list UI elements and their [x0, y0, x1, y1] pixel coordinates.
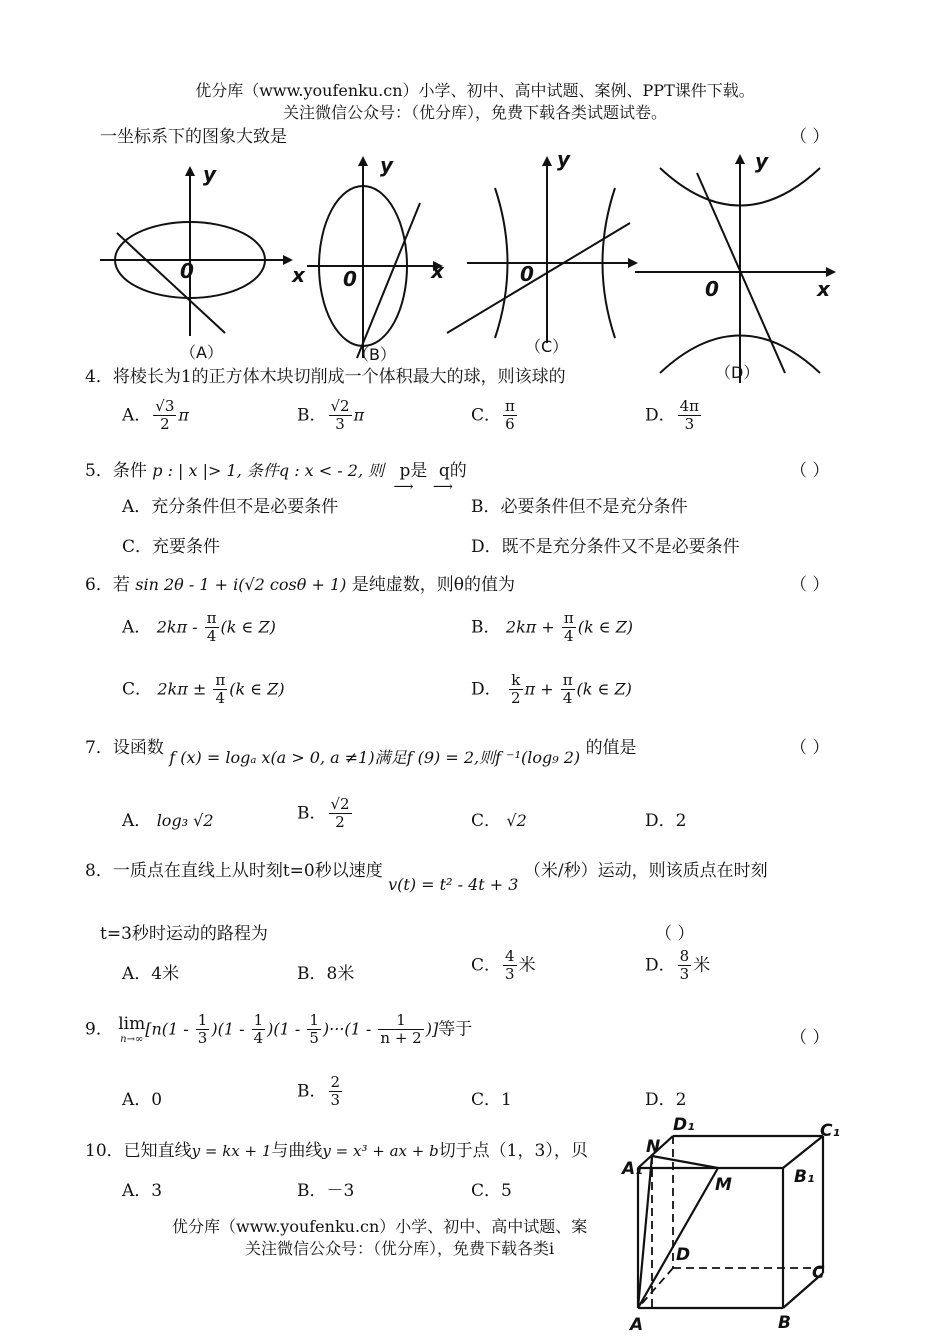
answer-blank: （ ）: [790, 461, 830, 481]
answer-blank: （ ）: [790, 127, 830, 147]
q8-option-b[interactable]: B．8米: [297, 964, 355, 984]
graph-b-label: （B）: [353, 345, 396, 364]
q3-graphs-figure: [95, 148, 840, 384]
graph-a-y-label: y: [203, 162, 217, 186]
graph-d-origin: 0: [705, 277, 719, 301]
answer-blank: （ ）: [790, 738, 830, 758]
q6-expression: sin 2θ - 1 + i(√2 cosθ + 1): [135, 575, 347, 594]
q5-option-b[interactable]: B．必要条件但不是充分条件: [471, 497, 688, 517]
cube-figure: [618, 1108, 850, 1340]
fraction: $\frac{\pi}{6}$: [505, 397, 515, 434]
q7-expression: f (x) = logₐ x(a > 0, a ≠1)满足f (9) = 2,则f ⁻¹(log₉ 2): [169, 748, 581, 767]
q5-option-c[interactable]: C．充要条件: [122, 537, 221, 557]
graph-d: [635, 158, 833, 383]
q7-option-a[interactable]: A． log₃ √2: [122, 811, 214, 831]
answer-blank: （ ）: [790, 1028, 830, 1048]
q8-option-c[interactable]: C． $\frac{4}{3}$ 米: [471, 947, 536, 984]
cube-label-b1: B₁: [794, 1167, 815, 1187]
cube-label-a: A: [630, 1315, 644, 1335]
q9-limit: lim n→∞: [118, 1013, 146, 1045]
graph-a-label: （A）: [180, 343, 223, 362]
q6-option-c[interactable]: C． 2kπ ± $\frac{\pi}{4}$ (k ∈ Z): [122, 671, 285, 708]
q8-expression: v(t) = t² - 4t + 3: [388, 875, 519, 894]
q4-option-a[interactable]: A． $\frac{√3}{2}$ π: [122, 397, 189, 434]
graph-d-y-label: y: [755, 149, 769, 173]
q9-option-d[interactable]: D．2: [645, 1090, 687, 1110]
q10-stem: 10．已知直线y = kx + 1与曲线y = x³ + ax + b切于点（1，3），贝: [85, 1141, 588, 1161]
q7-option-d[interactable]: D．2: [645, 811, 687, 831]
q9-stem: 9． lim n→∞ [n(1 - $\frac{1}{3}$ )(1 - $\frac{1}{4}$ )(1 - $\frac{1}{5}$ )···(1 - $\frac{1}{n + 2}$ )]等于: [85, 1011, 473, 1048]
q6-option-d[interactable]: D． $\frac{k}{2}$ π + $\frac{\pi}{4}$ (k ∈ Z): [471, 671, 632, 708]
cube-label-c1: C₁: [820, 1121, 840, 1141]
q10-option-a[interactable]: A．3: [122, 1181, 163, 1201]
q6-stem: 6．若 sin 2θ - 1 + i(√2 cosθ + 1) 是纯虚数，则θ的值为: [85, 575, 516, 595]
graph-a-origin: 0: [180, 259, 194, 283]
q4-option-c[interactable]: [471, 398, 519, 434]
cube-label-d: D: [676, 1245, 691, 1265]
q5-q: q ⟶: [432, 461, 453, 495]
q9-option-b[interactable]: B． $\frac{2}{3}$: [297, 1073, 341, 1110]
graph-b-origin: 0: [343, 267, 357, 291]
q5-condition: p : | x |> 1, 条件q : x < - 2, 则: [152, 461, 385, 480]
fraction: $\frac{4\pi}{3}$: [679, 397, 700, 434]
option-letter: A．: [122, 405, 152, 426]
q6-option-b[interactable]: B． 2kπ + $\frac{\pi}{4}$ (k ∈ Z): [471, 609, 634, 646]
q3-text: 一坐标系下的图象大致是: [100, 127, 287, 147]
graph-d-x-label: x: [817, 277, 830, 301]
option-letter: C．: [471, 405, 502, 426]
graph-b-y-label: y: [380, 153, 394, 177]
graph-a-x-label: x: [292, 263, 305, 287]
footer-line-2: 关注微信公众号：（优分库），免费下载各类i: [245, 1239, 555, 1258]
option-letter: D．: [645, 405, 676, 426]
graph-a: [100, 170, 290, 336]
graph-d-label: （D）: [715, 363, 760, 382]
q4-option-b[interactable]: B． $\frac{√2}{3}$ π: [297, 397, 365, 434]
q6-option-a[interactable]: A． 2kπ - $\frac{\pi}{4}$ (k ∈ Z): [122, 609, 276, 646]
q10-option-c[interactable]: C．5: [471, 1181, 512, 1201]
cube-label-a1: A₁: [622, 1159, 643, 1179]
q7-stem: 7．设函数 f (x) = logₐ x(a > 0, a ≠1)满足f (9) = 2,则f ⁻¹(log₉ 2) 的值是: [85, 738, 637, 767]
q4-text: 4．将棱长为1的正方体木块切削成一个体积最大的球，则该球的: [85, 367, 566, 387]
graph-c: [447, 160, 635, 343]
q9-option-c[interactable]: C．1: [471, 1090, 512, 1110]
q5-option-d[interactable]: D．既不是充分条件又不是必要条件: [471, 537, 740, 557]
header-line-2: 关注微信公众号：（优分库），免费下载各类试题试卷。: [282, 103, 667, 122]
graph-c-origin: 0: [520, 262, 534, 286]
fraction: $\frac{√3}{2}$: [155, 397, 175, 434]
q7-option-b[interactable]: B． $\frac{√2}{2}$: [297, 795, 350, 832]
footer-line-1: 优分库（www.youfenku.cn）小学、初中、高中试题、案: [172, 1217, 588, 1236]
header-line-1: 优分库（www.youfenku.cn）小学、初中、高中试题、案例、PPT课件下载。: [195, 81, 755, 100]
graph-c-y-label: y: [557, 148, 571, 171]
q8-line2: t=3秒时运动的路程为: [100, 924, 268, 944]
q8-stem: 8．一质点在直线上从时刻t=0秒以速度 v(t) = t² - 4t + 3 （米/秒）运动，则该质点在时刻: [85, 861, 768, 894]
fraction: $\frac{√2}{3}$: [330, 397, 350, 434]
q5-stem: 5．条件 p : | x |> 1, 条件q : x < - 2, 则 p ⟶ 是 q ⟶ 的: [85, 461, 467, 495]
q9-option-a[interactable]: A．0: [122, 1090, 163, 1110]
q5-option-a[interactable]: A．充分条件但不是必要条件: [122, 497, 339, 517]
answer-blank: （ ）: [655, 924, 695, 944]
q4-option-d[interactable]: [645, 398, 703, 434]
graph-b: [307, 160, 440, 358]
cube-label-c: C: [812, 1263, 825, 1283]
q7-option-c[interactable]: C． √2: [471, 811, 527, 831]
q8-option-d[interactable]: D． $\frac{8}{3}$ 米: [645, 947, 711, 984]
graph-c-label: （C）: [525, 337, 569, 356]
graph-b-x-label: x: [431, 259, 444, 283]
q5-p: p ⟶: [393, 461, 414, 495]
cube-label-m: M: [715, 1175, 732, 1195]
cube-label-d1: D₁: [673, 1115, 695, 1135]
q8-option-a[interactable]: A．4米: [122, 964, 180, 984]
answer-blank: （ ）: [790, 575, 830, 595]
cube-label-b: B: [778, 1313, 791, 1333]
option-letter: B．: [297, 405, 327, 426]
cube-label-n: N: [646, 1137, 661, 1157]
q10-option-b[interactable]: B．－3: [297, 1181, 355, 1201]
